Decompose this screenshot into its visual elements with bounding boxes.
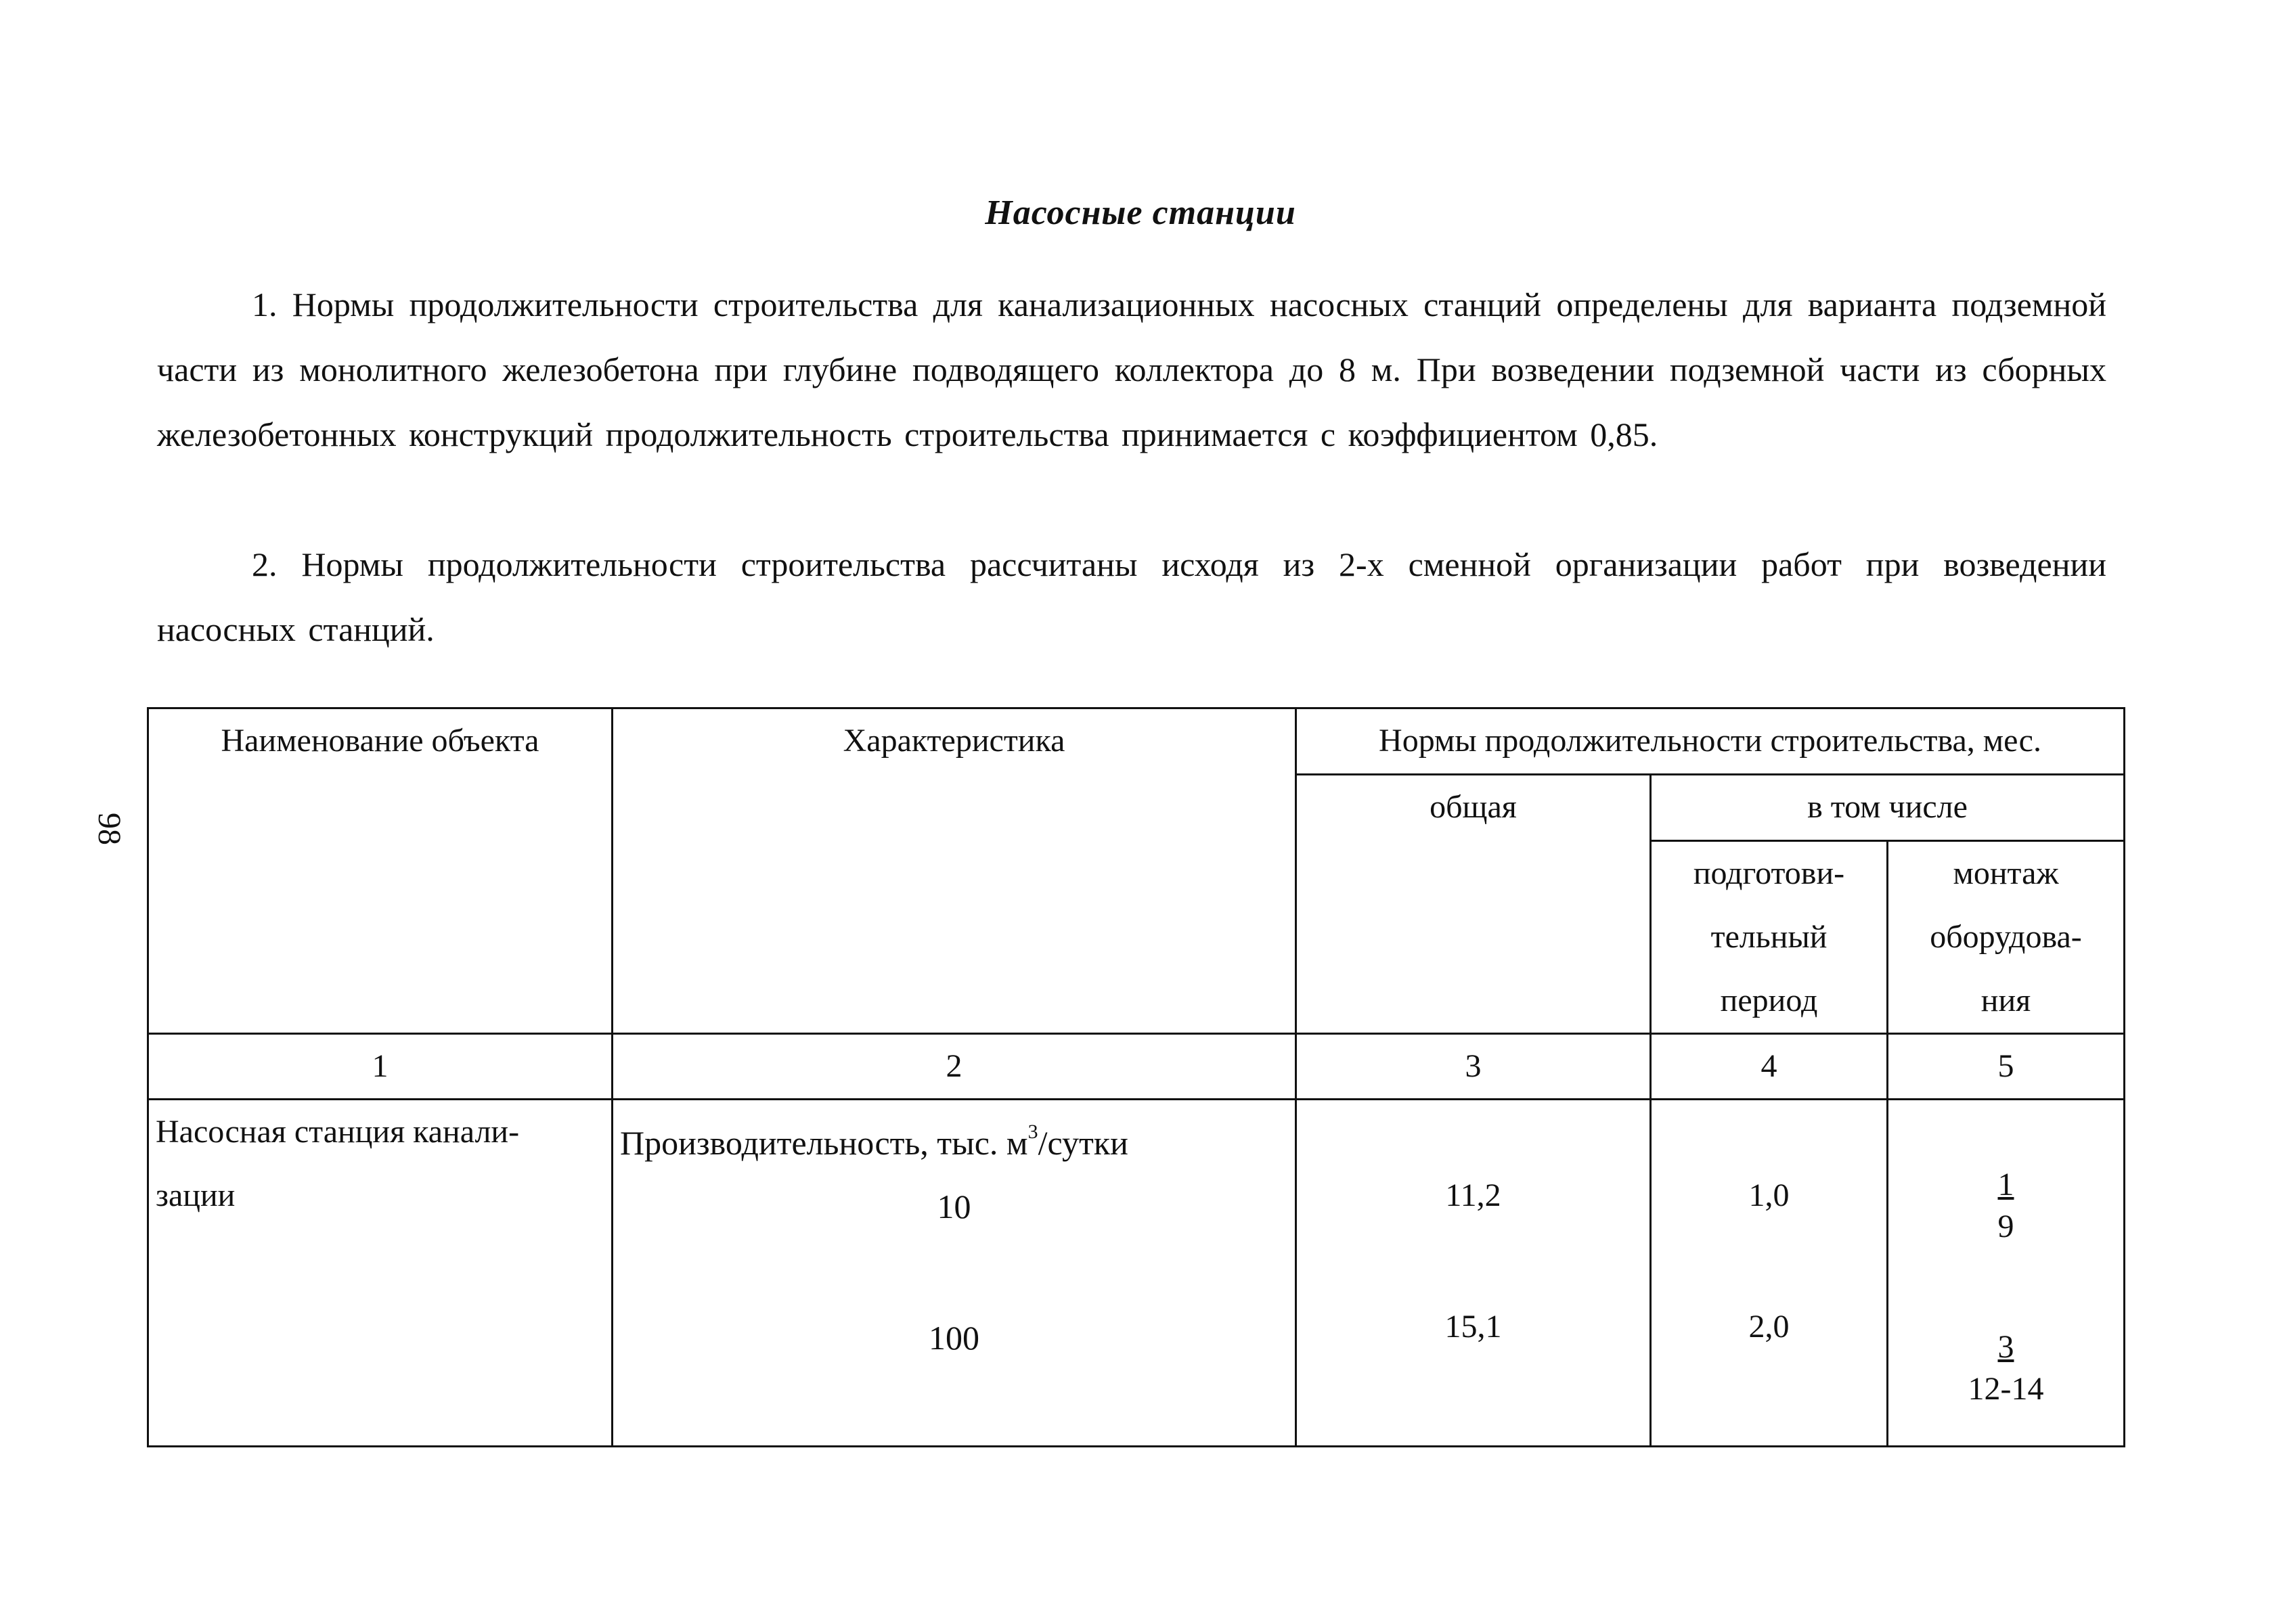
object-name-cell — [148, 1100, 613, 1447]
header-mount-line-1: монтаж — [1953, 855, 2059, 891]
total-duration-value: 15,1 — [1444, 1309, 1502, 1345]
section-title: Насосные станции — [985, 194, 1296, 232]
prep-period-cell — [1651, 1100, 1888, 1447]
characteristic-suffix: /сутки — [1038, 1124, 1128, 1162]
characteristic-prefix: Производительность, тыс. м — [620, 1124, 1028, 1162]
object-name-line-2: зации — [156, 1177, 236, 1213]
header-equipment-mounting — [1888, 841, 2125, 1034]
mounting-denominator: 12-14 — [1968, 1371, 2044, 1407]
capacity-value: 100 — [929, 1319, 979, 1357]
header-including: в том числе — [1651, 775, 2125, 841]
header-prep-line-2: тельный — [1710, 919, 1828, 955]
page-number: 98 — [91, 813, 127, 845]
header-mount-line-3: ния — [1980, 983, 2031, 1018]
norms-table — [147, 707, 2125, 1447]
equipment-mounting-cell — [1888, 1100, 2125, 1447]
paragraph-1: 1. Нормы продолжительности строительства для канализационных насосных станций определены для варианта подземной части из монолитного железобетона при глубине подводящего коллектора до 8 м. При возведении подземной части из сборных железобетонных конструкций продолжительность строительства принимается с коэффициентом 0,85. — [157, 286, 2106, 453]
column-number: 1 — [148, 1034, 613, 1100]
characteristic-cell — [613, 1100, 1296, 1447]
mounting-denominator: 9 — [1997, 1209, 2014, 1244]
mounting-numerator: 3 — [1997, 1329, 2014, 1365]
mounting-fraction — [1997, 1164, 2014, 1244]
column-number: 5 — [1888, 1034, 2125, 1100]
characteristic-superscript: 3 — [1027, 1121, 1038, 1143]
header-object-name: Наименование объекта — [148, 708, 613, 1034]
capacity-value: 10 — [937, 1188, 971, 1225]
column-number: 2 — [613, 1034, 1296, 1100]
paragraph-2: 2. Нормы продолжительности строительства рассчитаны исходя из 2-х сменной организации работ при возведении насосных станций. — [157, 545, 2106, 648]
header-norms: Нормы продолжительности строительства, мес. — [1296, 708, 2125, 775]
characteristic-label — [620, 1100, 1288, 1175]
header-total: общая — [1296, 775, 1651, 1034]
header-prep-line-1: подготови- — [1693, 855, 1845, 891]
header-mount-line-2: оборудова- — [1930, 919, 2082, 955]
column-number: 4 — [1651, 1034, 1888, 1100]
total-duration-cell — [1296, 1100, 1651, 1447]
prep-period-value: 2,0 — [1748, 1309, 1790, 1345]
mounting-numerator: 1 — [1997, 1167, 2014, 1202]
column-number: 3 — [1296, 1034, 1651, 1100]
total-duration-value: 11,2 — [1445, 1177, 1501, 1213]
header-prep-period — [1651, 841, 1888, 1034]
mounting-fraction — [1968, 1326, 2044, 1410]
header-prep-line-3: период — [1720, 983, 1818, 1018]
object-name-line-1: Насосная станция канали- — [156, 1114, 520, 1150]
header-characteristic: Характеристика — [613, 708, 1296, 1034]
prep-period-value: 1,0 — [1748, 1177, 1790, 1213]
